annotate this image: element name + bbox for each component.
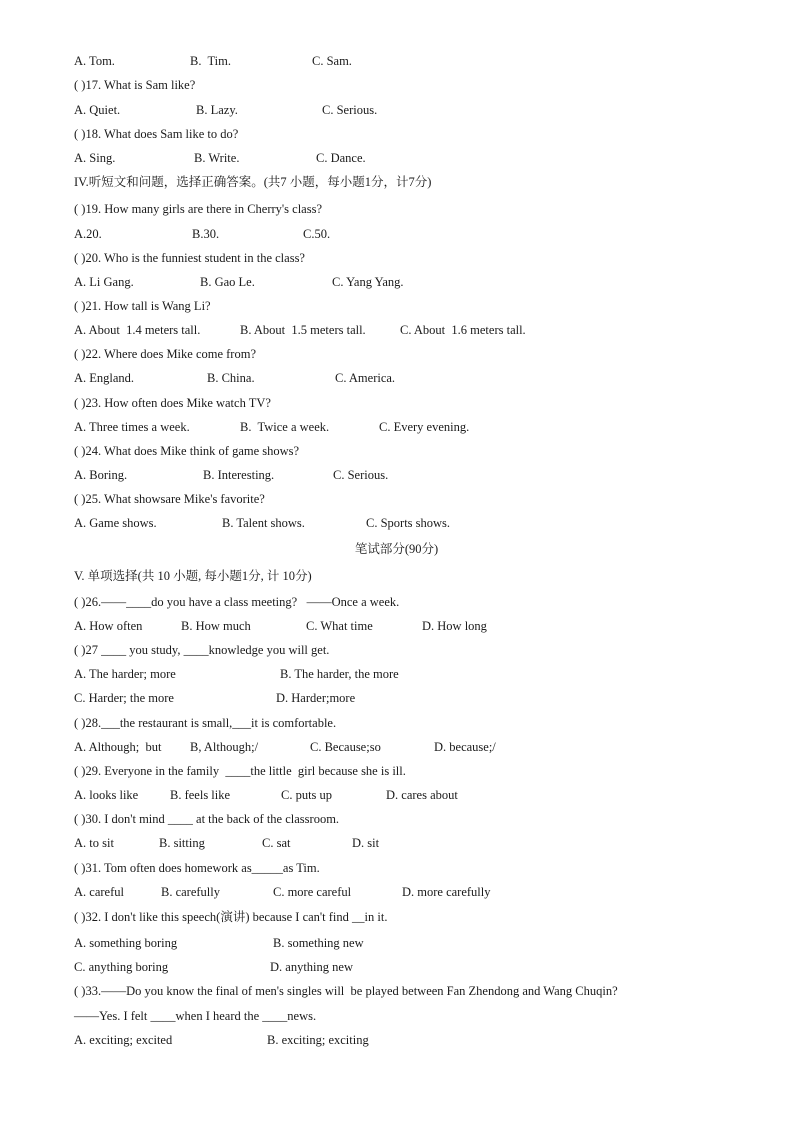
- option-a: A. How often: [74, 619, 143, 633]
- answer-options-29: [74, 785, 458, 805]
- option-a: A. something boring: [74, 936, 178, 950]
- answer-options-16: [74, 51, 352, 71]
- answer-options-26: [74, 616, 487, 636]
- option-d: D. more carefully: [402, 885, 491, 899]
- option-a: A.20.: [74, 227, 102, 241]
- option-b: B. Talent shows.: [222, 516, 305, 530]
- option-b: B. exciting; exciting: [267, 1033, 369, 1047]
- option-a: A. The harder; more: [74, 667, 176, 681]
- question-19: ( )19. How many girls are there in Cherry's class?: [74, 202, 323, 216]
- answer-options-27-cd: [74, 688, 356, 708]
- option-a: A. Li Gang.: [74, 275, 134, 289]
- option-b: B. China.: [207, 371, 255, 385]
- answer-options-33-ab: [74, 1030, 369, 1050]
- question-29: ( )29. Everyone in the family ____the little girl because she is ill.: [74, 764, 406, 778]
- answer-options-23: [74, 417, 470, 437]
- section-heading-v: V. 单项选择(共 10 小题, 每小题1分, 计 10分): [74, 569, 312, 583]
- option-b: B.30.: [192, 227, 220, 241]
- option-c: C. Sam.: [312, 54, 352, 68]
- answer-options-22: [74, 368, 396, 388]
- option-b: B. The harder, the more: [280, 667, 399, 681]
- option-a: A. Three times a week.: [74, 420, 190, 434]
- question-18: ( )18. What does Sam like to do?: [74, 127, 239, 141]
- answer-options-32-ab: [74, 933, 364, 953]
- option-b: B. About 1.5 meters tall.: [240, 323, 366, 337]
- option-c: C. America.: [335, 371, 396, 385]
- answer-options-21: [74, 320, 526, 340]
- option-c: C. more careful: [273, 885, 352, 899]
- option-a: A. Although; but: [74, 740, 162, 754]
- option-a: A. Tom.: [74, 54, 115, 68]
- option-c: C. Serious.: [333, 468, 389, 482]
- answer-options-31: [74, 882, 491, 902]
- option-d: D. cares about: [386, 788, 458, 802]
- option-c: C. Because;so: [310, 740, 381, 754]
- option-c: C. About 1.6 meters tall.: [400, 323, 526, 337]
- option-b: B. Lazy.: [196, 103, 238, 117]
- option-d: D. sit: [352, 836, 380, 850]
- option-a: A. Quiet.: [74, 103, 121, 117]
- option-a: A. About 1.4 meters tall.: [74, 323, 201, 337]
- written-part-heading: 笔试部分(90分): [354, 542, 439, 556]
- option-b: B. Tim.: [190, 54, 232, 68]
- option-d: D. because;/: [434, 740, 496, 754]
- answer-options-25: [74, 513, 451, 533]
- question-22: ( )22. Where does Mike come from?: [74, 347, 256, 361]
- question-20: ( )20. Who is the funniest student in the class?: [74, 251, 305, 265]
- option-b: B. something new: [273, 936, 364, 950]
- question-31: ( )31. Tom often does homework as_____as Tim.: [74, 861, 320, 875]
- option-b: B. feels like: [170, 788, 231, 802]
- answer-options-20: [74, 272, 404, 292]
- option-c: C. Serious.: [322, 103, 378, 117]
- question-17: ( )17. What is Sam like?: [74, 78, 196, 92]
- option-b: B. Twice a week.: [240, 420, 330, 434]
- question-32: ( )32. I don't like this speech(演讲) because I can't find __in it.: [74, 910, 388, 924]
- option-c: C. Harder; the more: [74, 691, 174, 705]
- option-c: C. Every evening.: [379, 420, 470, 434]
- answer-options-17: [74, 100, 378, 120]
- answer-options-19: [74, 224, 331, 244]
- option-b: B. Interesting.: [203, 468, 275, 482]
- answer-options-30: [74, 833, 380, 853]
- option-c: C. anything boring: [74, 960, 169, 974]
- option-b: B. sitting: [159, 836, 205, 850]
- option-a: A. Game shows.: [74, 516, 157, 530]
- option-c: C. sat: [262, 836, 291, 850]
- section-heading-iv: IV.听短文和问题，选择正确答案。(共7 小题，每小题1分，计7分): [74, 175, 432, 189]
- option-c: C. Sports shows.: [366, 516, 451, 530]
- question-27: ( )27 ____ you study, ____knowledge you will get.: [74, 643, 330, 657]
- option-c: C. puts up: [281, 788, 333, 802]
- answer-options-32-cd: [74, 957, 353, 977]
- question-24: ( )24. What does Mike think of game shows?: [74, 444, 300, 458]
- answer-options-24: [74, 465, 389, 485]
- question-23: ( )23. How often does Mike watch TV?: [74, 396, 271, 410]
- option-b: B. Gao Le.: [200, 275, 255, 289]
- question-25: ( )25. What showsare Mike's favorite?: [74, 492, 265, 506]
- answer-options-28: [74, 737, 496, 757]
- option-d: D. How long: [422, 619, 487, 633]
- question-33-dialogue: ——Yes. I felt ____when I heard the ____news.: [74, 1009, 317, 1023]
- question-26: ( )26.——____do you have a class meeting? ——Once a week.: [74, 595, 400, 609]
- answer-options-18: [74, 148, 366, 168]
- option-c: C. What time: [306, 619, 373, 633]
- option-a: A. England.: [74, 371, 135, 385]
- option-c: C. Dance.: [316, 151, 366, 165]
- option-b: B, Although;/: [190, 740, 259, 754]
- answer-options-27-ab: [74, 664, 399, 684]
- option-a: A. careful: [74, 885, 124, 899]
- option-a: A. Boring.: [74, 468, 128, 482]
- option-a: A. Sing.: [74, 151, 116, 165]
- option-c: C. Yang Yang.: [332, 275, 404, 289]
- question-21: ( )21. How tall is Wang Li?: [74, 299, 211, 313]
- option-b: B. carefully: [161, 885, 221, 899]
- option-a: A. looks like: [74, 788, 139, 802]
- option-a: A. to sit: [74, 836, 114, 850]
- option-c: C.50.: [303, 227, 331, 241]
- option-d: D. anything new: [270, 960, 353, 974]
- option-b: B. Write.: [194, 151, 240, 165]
- option-d: D. Harder;more: [276, 691, 356, 705]
- question-28: ( )28.___the restaurant is small,___it is comfortable.: [74, 716, 337, 730]
- option-a: A. exciting; excited: [74, 1033, 173, 1047]
- option-b: B. How much: [181, 619, 251, 633]
- question-33: ( )33.——Do you know the final of men's singles will be played between Fan Zhendong and Wang Chuqin?: [74, 984, 618, 998]
- question-30: ( )30. I don't mind ____ at the back of the classroom.: [74, 812, 340, 826]
